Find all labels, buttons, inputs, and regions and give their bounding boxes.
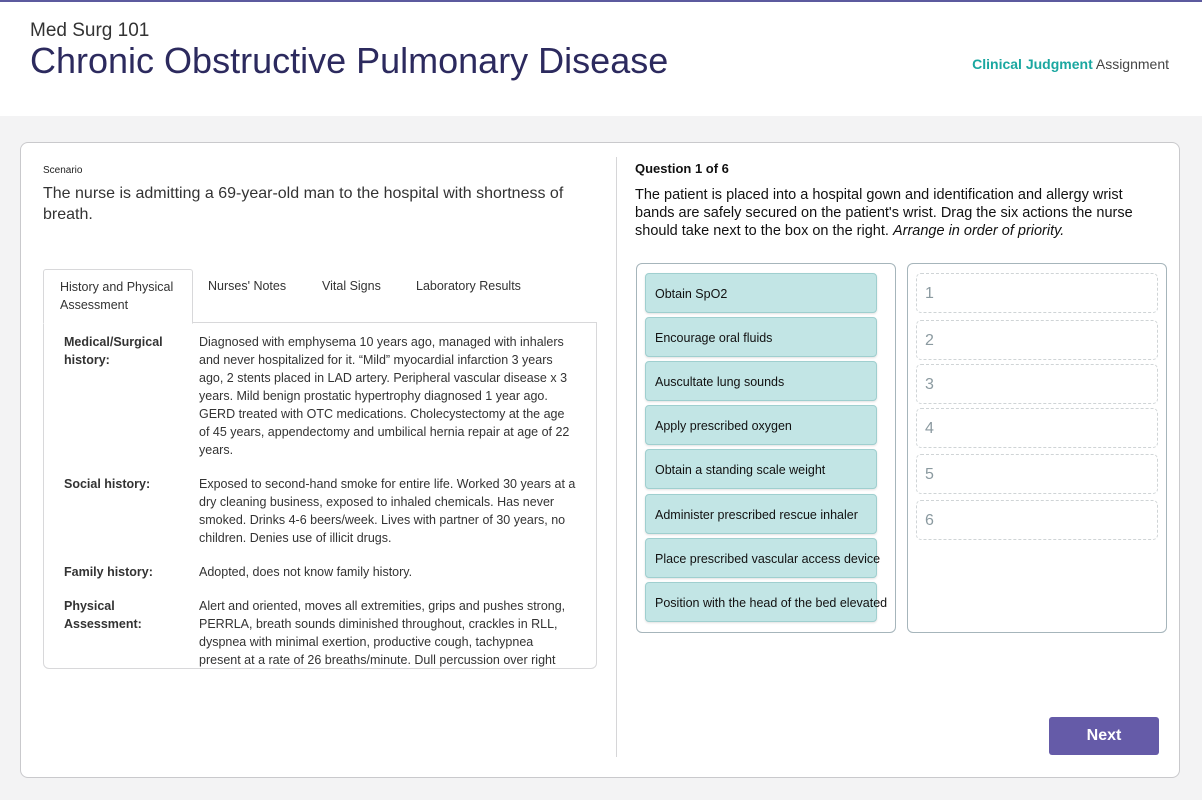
question-counter: Question 1 of 6 [635, 161, 729, 176]
history-row-physical [64, 597, 576, 669]
option-item[interactable]: Auscultate lung sounds [645, 361, 877, 401]
option-item[interactable]: Apply prescribed oxygen [645, 405, 877, 445]
scenario-label: Scenario [43, 165, 83, 176]
history-row-family [64, 563, 576, 581]
question-body: The patient is placed into a hospital gown and identification and allergy wrist bands are safely secured on the patient's wrist. Drag the six actions the nurse should take next to the box on the right. [635, 187, 1133, 239]
option-item[interactable]: Place prescribed vascular access device [645, 538, 877, 578]
option-item[interactable]: Obtain a standing scale weight [645, 449, 877, 489]
tab-vital-signs[interactable]: Vital Signs [322, 279, 381, 293]
assignment-type [972, 56, 1169, 72]
option-item[interactable]: Position with the head of the bed elevated [645, 582, 877, 622]
history-label: Medical/Surgical history: [64, 335, 163, 367]
option-bank [636, 263, 896, 633]
history-value: Diagnosed with emphysema 10 years ago, managed with inhalers and never hospitalized for it. “Mild” myocardial infarction 3 years ago, 2 stents placed in LAD artery. Peripheral vascular disease x 3 years. Mild benign prostatic hypertrophy diagnosed 1 year ago. GERD treated with OTC medications. Cholecystectomy at the age of 45 years, appendectomy and umbilical hernia repair at age of 22 years. [199, 335, 570, 457]
question-emphasis: Arrange in order of priority. [892, 223, 1065, 239]
course-name: Med Surg 101 [30, 20, 150, 41]
scenario-text: The nurse is admitting a 69-year-old man to the hospital with shortness of breath. [43, 185, 564, 223]
history-value: Adopted, does not know family history. [199, 565, 413, 579]
option-item[interactable]: Obtain SpO2 [645, 273, 877, 313]
option-item[interactable]: Administer prescribed rescue inhaler [645, 494, 877, 534]
assignment-rest: Assignment [1092, 56, 1169, 72]
drop-slot[interactable]: 6 [916, 500, 1158, 540]
drop-slot[interactable]: 5 [916, 454, 1158, 494]
answer-drop-zone [907, 263, 1167, 633]
history-row-medical [64, 333, 576, 459]
column-divider [616, 157, 617, 757]
assignment-accent: Clinical Judgment [972, 56, 1093, 72]
assignment-card [20, 142, 1180, 778]
drop-slot[interactable]: 1 [916, 273, 1158, 313]
history-label: Physical Assessment: [64, 599, 142, 631]
history-value: Exposed to second-hand smoke for entire life. Worked 30 years at a dry cleaning business, exposed to inhaled chemicals. Has never smoked. Drinks 4-6 beers/week. Lives with partner of 30 years, no children. Denies use of illicit drugs. [199, 477, 576, 545]
option-item[interactable]: Encourage oral fluids [645, 317, 877, 357]
next-button[interactable]: Next [1049, 717, 1159, 755]
history-value: Alert and oriented, moves all extremities, grips and pushes strong, PERRLA, breath sounds diminished throughout, crackles in RLL, dyspnea with minimal exertion, productive cough, tachypnea present at a rate of 26 breaths/minute. Dull percussion over right [199, 599, 566, 667]
case-tabs [43, 269, 595, 323]
tab-nurses-notes[interactable]: Nurses' Notes [208, 279, 287, 293]
tab-history-physical[interactable]: History and Physical Assessment [43, 269, 193, 324]
history-label: Family history: [64, 565, 153, 579]
history-panel [43, 322, 597, 669]
history-label: Social history: [64, 477, 151, 491]
question-text [635, 186, 1165, 240]
drop-slot[interactable]: 3 [916, 364, 1158, 404]
page-title: Chronic Obstructive Pulmonary Disease [30, 40, 669, 81]
history-row-social [64, 475, 576, 547]
drop-slot[interactable]: 4 [916, 408, 1158, 448]
drop-slot[interactable]: 2 [916, 320, 1158, 360]
tab-laboratory-results[interactable]: Laboratory Results [416, 279, 521, 293]
page-header [0, 2, 1202, 116]
